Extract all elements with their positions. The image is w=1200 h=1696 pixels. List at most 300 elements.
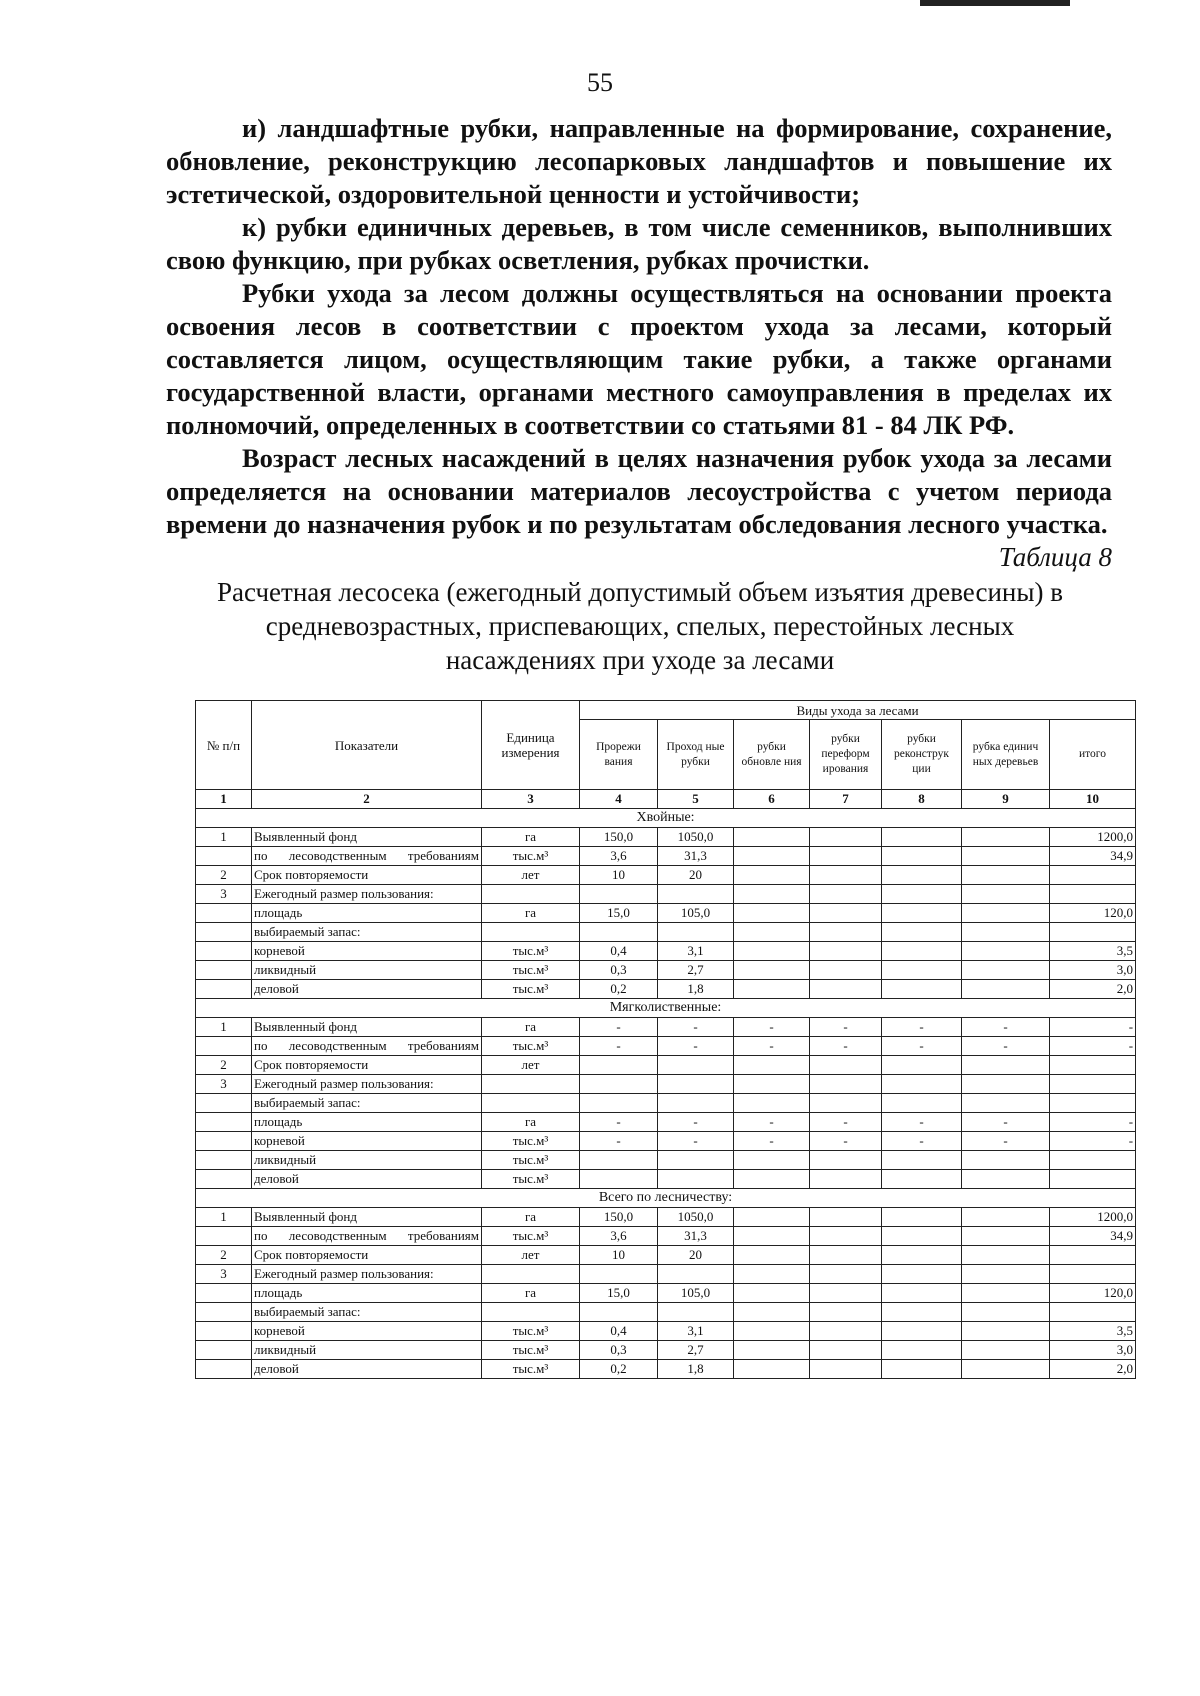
- row-value: -: [658, 1132, 734, 1151]
- row-label: корневой: [252, 1132, 482, 1151]
- row-number: [196, 980, 252, 999]
- row-total: [1050, 1303, 1136, 1322]
- row-label: корневой: [252, 1322, 482, 1341]
- row-label: площадь: [252, 1284, 482, 1303]
- row-value: -: [580, 1132, 658, 1151]
- section-header-row: [196, 809, 1136, 828]
- row-value: 10: [580, 1246, 658, 1265]
- table-row: [196, 904, 1136, 923]
- table-row: [196, 1360, 1136, 1379]
- table-caption: Таблица 8: [998, 542, 1112, 572]
- header-unit: Единица измерения: [482, 701, 580, 790]
- row-number: 3: [196, 1265, 252, 1284]
- row-value: [734, 1208, 810, 1227]
- row-unit: тыс.м³: [482, 847, 580, 866]
- row-value: -: [810, 1132, 882, 1151]
- table-body: [196, 809, 1136, 1379]
- row-value: [962, 1246, 1050, 1265]
- row-number: 2: [196, 1056, 252, 1075]
- row-value: -: [962, 1113, 1050, 1132]
- row-unit: [482, 885, 580, 904]
- row-value: [810, 1322, 882, 1341]
- row-value: [962, 980, 1050, 999]
- row-value: -: [734, 1132, 810, 1151]
- row-total: [1050, 866, 1136, 885]
- row-unit: тыс.м³: [482, 1360, 580, 1379]
- row-label: площадь: [252, 904, 482, 923]
- row-value: [734, 847, 810, 866]
- row-value: [658, 1303, 734, 1322]
- row-value: 0,2: [580, 980, 658, 999]
- row-value: [810, 1265, 882, 1284]
- row-value: [658, 1056, 734, 1075]
- row-total: 1200,0: [1050, 828, 1136, 847]
- row-label: по лесоводственным требованиям: [252, 1037, 482, 1056]
- row-value: [580, 1151, 658, 1170]
- row-value: [882, 942, 962, 961]
- row-value: [962, 904, 1050, 923]
- row-value: [810, 1094, 882, 1113]
- row-value: 0,3: [580, 961, 658, 980]
- row-total: 3,5: [1050, 1322, 1136, 1341]
- row-value: [962, 1303, 1050, 1322]
- row-number: [196, 1170, 252, 1189]
- row-value: [580, 885, 658, 904]
- row-value: [882, 1227, 962, 1246]
- row-label: Срок повторяемости: [252, 1056, 482, 1075]
- column-number: 2: [252, 790, 482, 809]
- header-type-thinning: Прорежи вания: [580, 720, 658, 790]
- table-row: [196, 1170, 1136, 1189]
- row-value: [882, 1075, 962, 1094]
- row-unit: [482, 1303, 580, 1322]
- row-value: [882, 904, 962, 923]
- table-row: [196, 1303, 1136, 1322]
- row-value: -: [882, 1018, 962, 1037]
- row-value: [962, 866, 1050, 885]
- table-row: [196, 866, 1136, 885]
- row-value: 31,3: [658, 1227, 734, 1246]
- row-value: [882, 1322, 962, 1341]
- section-title: Хвойные:: [196, 809, 1136, 828]
- row-unit: га: [482, 1208, 580, 1227]
- row-number: [196, 1341, 252, 1360]
- table-row: [196, 1341, 1136, 1360]
- row-value: [658, 1094, 734, 1113]
- row-value: [962, 1170, 1050, 1189]
- row-value: 20: [658, 866, 734, 885]
- row-label: корневой: [252, 942, 482, 961]
- row-value: [882, 1265, 962, 1284]
- row-value: [810, 1075, 882, 1094]
- row-label: по лесоводственным требованиям: [252, 1227, 482, 1246]
- row-value: [734, 1265, 810, 1284]
- row-value: [810, 866, 882, 885]
- row-total: -: [1050, 1132, 1136, 1151]
- row-unit: [482, 923, 580, 942]
- header-indicators: Показатели: [252, 701, 482, 790]
- row-number: [196, 904, 252, 923]
- section-header-row: [196, 999, 1136, 1018]
- row-unit: га: [482, 1018, 580, 1037]
- row-value: -: [580, 1018, 658, 1037]
- row-value: [734, 1322, 810, 1341]
- row-total: 120,0: [1050, 1284, 1136, 1303]
- row-value: [882, 1360, 962, 1379]
- row-value: -: [882, 1132, 962, 1151]
- row-unit: га: [482, 1284, 580, 1303]
- row-value: 150,0: [580, 1208, 658, 1227]
- row-number: [196, 1227, 252, 1246]
- row-total: [1050, 1265, 1136, 1284]
- row-value: [882, 1208, 962, 1227]
- row-number: 1: [196, 828, 252, 847]
- table-row: [196, 1208, 1136, 1227]
- row-number: [196, 1113, 252, 1132]
- column-number: 4: [580, 790, 658, 809]
- row-value: [810, 1208, 882, 1227]
- row-value: [810, 980, 882, 999]
- table-row: [196, 942, 1136, 961]
- row-value: 2,7: [658, 961, 734, 980]
- row-value: [962, 1341, 1050, 1360]
- row-number: 2: [196, 1246, 252, 1265]
- row-total: 3,5: [1050, 942, 1136, 961]
- row-value: [962, 1208, 1050, 1227]
- row-value: -: [810, 1037, 882, 1056]
- row-value: [882, 1056, 962, 1075]
- table-row: [196, 980, 1136, 999]
- row-value: [810, 942, 882, 961]
- row-unit: лет: [482, 1056, 580, 1075]
- row-value: [810, 1246, 882, 1265]
- table-row: [196, 1132, 1136, 1151]
- row-value: [882, 1170, 962, 1189]
- row-value: [962, 961, 1050, 980]
- column-number: 10: [1050, 790, 1136, 809]
- row-value: [734, 961, 810, 980]
- row-unit: тыс.м³: [482, 961, 580, 980]
- row-value: -: [734, 1037, 810, 1056]
- row-value: [882, 1341, 962, 1360]
- row-value: 150,0: [580, 828, 658, 847]
- row-value: [734, 1303, 810, 1322]
- column-number: 6: [734, 790, 810, 809]
- row-value: 3,6: [580, 847, 658, 866]
- row-value: [734, 1246, 810, 1265]
- row-value: 3,6: [580, 1227, 658, 1246]
- row-number: 2: [196, 866, 252, 885]
- row-total: 3,0: [1050, 961, 1136, 980]
- row-label: ликвидный: [252, 961, 482, 980]
- row-value: [882, 1246, 962, 1265]
- row-label: Срок повторяемости: [252, 866, 482, 885]
- row-unit: тыс.м³: [482, 1322, 580, 1341]
- row-value: [810, 1227, 882, 1246]
- row-number: [196, 1132, 252, 1151]
- row-total: [1050, 885, 1136, 904]
- header-type-reformation: рубки переформ ирования: [810, 720, 882, 790]
- row-value: [962, 828, 1050, 847]
- row-value: [734, 1227, 810, 1246]
- section-header-row: [196, 1189, 1136, 1208]
- row-value: [810, 1303, 882, 1322]
- row-label: выбираемый запас:: [252, 1094, 482, 1113]
- row-total: 3,0: [1050, 1341, 1136, 1360]
- table-title: Расчетная лесосека (ежегодный допустимый объем изъятия древесины) в средневозрастных, приспевающих, спелых, перестойных лесных насаждениях при уходе за лесами: [217, 577, 1063, 675]
- row-value: [810, 1056, 882, 1075]
- row-value: [882, 1284, 962, 1303]
- row-label: деловой: [252, 1170, 482, 1189]
- paragraph-thinning-project: Рубки ухода за лесом должны осуществляться на основании проекта освоения лесов в соответствии с проектом ухода за лесами, который составляется лицом, осуществляющим такие рубки, а также органами государственной власти, органами местного самоуправления в пределах их полномочий, определенных в соответствии со статьями 81 - 84 ЛК РФ.: [166, 278, 1112, 440]
- row-label: выбираемый запас:: [252, 923, 482, 942]
- row-value: [734, 980, 810, 999]
- row-unit: тыс.м³: [482, 1227, 580, 1246]
- row-value: [882, 1151, 962, 1170]
- row-number: [196, 1151, 252, 1170]
- row-value: [962, 923, 1050, 942]
- row-number: [196, 1303, 252, 1322]
- row-label: ликвидный: [252, 1151, 482, 1170]
- row-label: Выявленный фонд: [252, 1208, 482, 1227]
- row-value: [734, 923, 810, 942]
- row-value: [882, 961, 962, 980]
- table-row: [196, 1075, 1136, 1094]
- row-number: [196, 1360, 252, 1379]
- row-value: 10: [580, 866, 658, 885]
- row-number: [196, 923, 252, 942]
- row-value: 1050,0: [658, 1208, 734, 1227]
- row-number: [196, 1322, 252, 1341]
- table-row: [196, 1094, 1136, 1113]
- row-number: 1: [196, 1018, 252, 1037]
- row-value: 2,7: [658, 1341, 734, 1360]
- row-value: [962, 885, 1050, 904]
- header-type-reconstruction: рубки реконструк ции: [882, 720, 962, 790]
- row-value: [962, 1227, 1050, 1246]
- row-value: [882, 885, 962, 904]
- row-value: [882, 847, 962, 866]
- row-value: [734, 1170, 810, 1189]
- row-value: [882, 1094, 962, 1113]
- row-total: [1050, 1075, 1136, 1094]
- row-value: [882, 923, 962, 942]
- row-value: 0,3: [580, 1341, 658, 1360]
- row-value: [882, 980, 962, 999]
- row-label: площадь: [252, 1113, 482, 1132]
- row-label: Ежегодный размер пользования:: [252, 885, 482, 904]
- table-container: [195, 700, 1135, 1379]
- row-value: [962, 847, 1050, 866]
- row-unit: тыс.м³: [482, 1170, 580, 1189]
- row-value: [734, 885, 810, 904]
- row-value: [810, 904, 882, 923]
- column-number: 7: [810, 790, 882, 809]
- table-row: [196, 923, 1136, 942]
- row-unit: [482, 1075, 580, 1094]
- row-value: [734, 1341, 810, 1360]
- row-label: ликвидный: [252, 1341, 482, 1360]
- row-number: 3: [196, 885, 252, 904]
- table-row: [196, 1151, 1136, 1170]
- row-value: -: [658, 1113, 734, 1132]
- row-unit: га: [482, 1113, 580, 1132]
- row-total: 120,0: [1050, 904, 1136, 923]
- table-row: [196, 1246, 1136, 1265]
- row-value: -: [580, 1037, 658, 1056]
- row-value: [810, 1170, 882, 1189]
- row-total: 34,9: [1050, 1227, 1136, 1246]
- paragraph-i: и) ландшафтные рубки, направленные на формирование, сохранение, обновление, реконструкцию лесопарковых ландшафтов и повышение их эстетической, оздоровительной ценности и устойчивости;: [166, 113, 1112, 209]
- row-value: -: [658, 1018, 734, 1037]
- table-row: [196, 1056, 1136, 1075]
- column-number: 9: [962, 790, 1050, 809]
- row-label: Выявленный фонд: [252, 828, 482, 847]
- table-row: [196, 1322, 1136, 1341]
- row-value: 0,2: [580, 1360, 658, 1379]
- row-value: [580, 1170, 658, 1189]
- row-value: [734, 1284, 810, 1303]
- row-value: [580, 1265, 658, 1284]
- row-total: 2,0: [1050, 1360, 1136, 1379]
- table-row: [196, 1018, 1136, 1037]
- header-num: № п/п: [196, 701, 252, 790]
- row-value: -: [734, 1113, 810, 1132]
- row-value: [658, 923, 734, 942]
- row-value: 3,1: [658, 1322, 734, 1341]
- row-value: [734, 1360, 810, 1379]
- row-value: -: [658, 1037, 734, 1056]
- row-value: [962, 1151, 1050, 1170]
- row-unit: тыс.м³: [482, 1132, 580, 1151]
- row-label: выбираемый запас:: [252, 1303, 482, 1322]
- row-unit: [482, 1094, 580, 1113]
- column-number: 8: [882, 790, 962, 809]
- row-unit: га: [482, 828, 580, 847]
- row-total: [1050, 923, 1136, 942]
- row-label: по лесоводственным требованиям: [252, 847, 482, 866]
- row-value: 1,8: [658, 1360, 734, 1379]
- row-number: [196, 1037, 252, 1056]
- table-row: [196, 847, 1136, 866]
- row-value: [810, 828, 882, 847]
- row-value: [658, 885, 734, 904]
- row-value: -: [882, 1113, 962, 1132]
- row-total: [1050, 1056, 1136, 1075]
- column-numbers-row: [196, 790, 1136, 809]
- row-value: [810, 923, 882, 942]
- paragraph-k: к) рубки единичных деревьев, в том числе семенников, выполнивших свою функцию, при рубках осветления, рубках прочистки.: [166, 212, 1112, 275]
- row-number: [196, 961, 252, 980]
- row-value: [734, 1094, 810, 1113]
- row-label: Выявленный фонд: [252, 1018, 482, 1037]
- row-value: [734, 1075, 810, 1094]
- header-type-passage: Проход ные рубки: [658, 720, 734, 790]
- row-value: [962, 1265, 1050, 1284]
- row-total: -: [1050, 1113, 1136, 1132]
- row-label: деловой: [252, 1360, 482, 1379]
- header-row-1: [196, 701, 1136, 720]
- row-value: [962, 942, 1050, 961]
- row-value: [734, 1151, 810, 1170]
- row-label: Срок повторяемости: [252, 1246, 482, 1265]
- row-value: [962, 1056, 1050, 1075]
- row-number: [196, 1284, 252, 1303]
- row-value: [962, 1322, 1050, 1341]
- row-number: [196, 1094, 252, 1113]
- row-value: 1050,0: [658, 828, 734, 847]
- header-total: итого: [1050, 720, 1136, 790]
- row-value: [882, 1303, 962, 1322]
- header-type-single-trees: рубка единич ных деревьев: [962, 720, 1050, 790]
- row-value: [734, 942, 810, 961]
- row-value: 105,0: [658, 904, 734, 923]
- table-row: [196, 885, 1136, 904]
- row-number: 1: [196, 1208, 252, 1227]
- row-value: [810, 885, 882, 904]
- row-unit: [482, 1265, 580, 1284]
- row-unit: тыс.м³: [482, 1037, 580, 1056]
- row-value: 20: [658, 1246, 734, 1265]
- row-total: -: [1050, 1018, 1136, 1037]
- table-row: [196, 1265, 1136, 1284]
- paragraph-stand-age: Возраст лесных насаждений в целях назначения рубок ухода за лесами определяется на основании материалов лесоустройства с учетом периода времени до назначения рубок и по результатам обследования лесного участка.: [166, 443, 1112, 539]
- column-number: 3: [482, 790, 580, 809]
- row-value: [658, 1151, 734, 1170]
- row-value: [580, 1094, 658, 1113]
- row-label: Ежегодный размер пользования:: [252, 1265, 482, 1284]
- row-value: 15,0: [580, 904, 658, 923]
- row-value: [962, 1075, 1050, 1094]
- header-type-renewal: рубки обновле ния: [734, 720, 810, 790]
- row-value: -: [810, 1018, 882, 1037]
- column-number: 5: [658, 790, 734, 809]
- row-unit: тыс.м³: [482, 1341, 580, 1360]
- body-text: [166, 112, 1112, 541]
- row-total: 34,9: [1050, 847, 1136, 866]
- row-total: 2,0: [1050, 980, 1136, 999]
- row-value: 31,3: [658, 847, 734, 866]
- row-total: [1050, 1170, 1136, 1189]
- row-value: [962, 1360, 1050, 1379]
- row-label: деловой: [252, 980, 482, 999]
- page-number: 55: [587, 68, 613, 97]
- row-total: -: [1050, 1037, 1136, 1056]
- row-total: 1200,0: [1050, 1208, 1136, 1227]
- row-total: [1050, 1246, 1136, 1265]
- row-value: -: [580, 1113, 658, 1132]
- row-value: [810, 1341, 882, 1360]
- row-value: [734, 904, 810, 923]
- row-value: [658, 1170, 734, 1189]
- row-number: [196, 847, 252, 866]
- row-value: [734, 1056, 810, 1075]
- row-value: [810, 1284, 882, 1303]
- row-value: [962, 1094, 1050, 1113]
- row-number: [196, 942, 252, 961]
- row-value: [882, 828, 962, 847]
- table-row: [196, 1284, 1136, 1303]
- row-total: [1050, 1094, 1136, 1113]
- row-value: 0,4: [580, 942, 658, 961]
- row-value: [580, 1303, 658, 1322]
- header-group: Виды ухода за лесами: [580, 701, 1136, 720]
- row-value: -: [810, 1113, 882, 1132]
- row-unit: тыс.м³: [482, 980, 580, 999]
- column-number: 1: [196, 790, 252, 809]
- table-row: [196, 1113, 1136, 1132]
- row-value: [810, 961, 882, 980]
